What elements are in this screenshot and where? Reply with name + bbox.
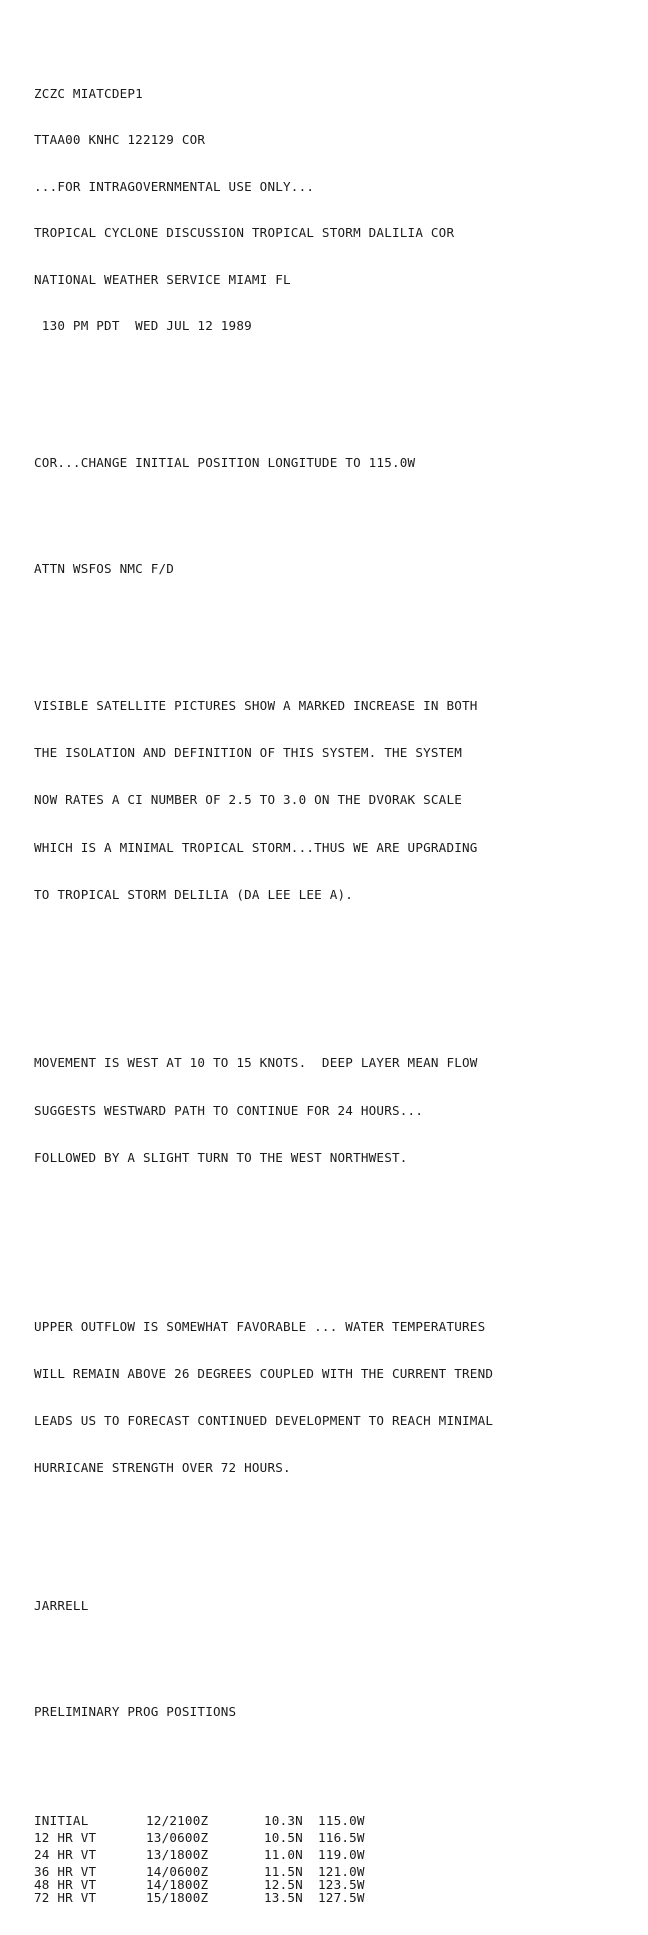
forecast-latitude: 10.5N xyxy=(264,1829,303,1845)
forecast-label: 48 HR VT xyxy=(34,1876,97,1892)
forecast-latitude: 11.5N xyxy=(264,1863,303,1879)
header-line: NATIONAL WEATHER SERVICE MIAMI FL xyxy=(34,271,291,287)
paragraph-line: WILL REMAIN ABOVE 26 DEGREES COUPLED WITH THE CURRENT TREND xyxy=(34,1365,494,1381)
paragraph-line: HURRICANE STRENGTH OVER 72 HOURS. xyxy=(34,1460,291,1476)
table-row xyxy=(34,1891,398,1904)
paragraph-line: SUGGESTS WESTWARD PATH TO CONTINUE FOR 24 HOURS... xyxy=(34,1102,424,1118)
forecast-longitude: 119.0W xyxy=(318,1846,365,1862)
movement-paragraph xyxy=(34,1024,634,1197)
outflow-paragraph xyxy=(34,1288,634,1508)
paragraph-line: NOW RATES A CI NUMBER OF 2.5 TO 3.0 ON THE DVORAK SCALE xyxy=(34,792,463,808)
advisory-document xyxy=(34,8,634,1935)
header-line: ZCZC MIATCDEP1 xyxy=(34,85,143,101)
forecast-time: 13/1800Z xyxy=(146,1846,209,1862)
forecast-time: 13/0600Z xyxy=(146,1829,209,1845)
blank-line xyxy=(34,980,634,993)
prog-positions-table xyxy=(34,1814,398,1905)
blank-line xyxy=(34,623,634,636)
forecast-longitude: 127.5W xyxy=(318,1890,365,1906)
paragraph-line: TO TROPICAL STORM DELILIA (DA LEE LEE A). xyxy=(34,886,354,902)
blank-line xyxy=(34,517,634,530)
paragraph-line: VISIBLE SATELLITE PICTURES SHOW A MARKED INCREASE IN BOTH xyxy=(34,698,478,713)
paragraph-line: WHICH IS A MINIMAL TROPICAL STORM...THUS WE ARE UPGRADING xyxy=(34,839,478,855)
forecast-latitude: 12.5N xyxy=(264,1876,303,1892)
table-row xyxy=(34,1814,398,1831)
forecast-time: 12/2100Z xyxy=(146,1812,209,1828)
forecast-label: 72 HR VT xyxy=(34,1890,97,1906)
forecast-label: 24 HR VT xyxy=(34,1846,97,1862)
forecast-longitude: 123.5W xyxy=(318,1876,365,1892)
header-line: TTAA00 KNHC 122129 COR xyxy=(34,132,206,147)
paragraph-line: UPPER OUTFLOW IS SOMEWHAT FAVORABLE ... WATER TEMPERATURES xyxy=(34,1318,486,1334)
forecast-latitude: 10.3N xyxy=(264,1812,303,1828)
message-header xyxy=(34,55,634,365)
forecast-time: 14/1800Z xyxy=(146,1876,209,1892)
prog-heading: PRELIMINARY PROG POSITIONS xyxy=(34,1703,237,1719)
header-line: 130 PM PDT WED JUL 12 1989 xyxy=(34,318,252,333)
forecast-label: 36 HR VT xyxy=(34,1863,97,1879)
blank-line xyxy=(34,1660,634,1673)
blank-line xyxy=(34,411,634,424)
blank-line xyxy=(34,1554,634,1567)
forecaster-signature: JARRELL xyxy=(34,1597,89,1613)
paragraph-line: MOVEMENT IS WEST AT 10 TO 15 KNOTS. DEEP LAYER MEAN FLOW xyxy=(34,1055,478,1071)
correction-notice: COR...CHANGE INITIAL POSITION LONGITUDE TO 115.0W xyxy=(34,455,416,470)
forecast-label: 12 HR VT xyxy=(34,1829,97,1845)
paragraph-line: FOLLOWED BY A SLIGHT TURN TO THE WEST NORTHWEST. xyxy=(34,1149,408,1165)
paragraph-line: THE ISOLATION AND DEFINITION OF THIS SYSTEM. THE SYSTEM xyxy=(34,745,463,761)
header-line: TROPICAL CYCLONE DISCUSSION TROPICAL STORM DALILIA COR xyxy=(34,225,455,240)
forecast-latitude: 13.5N xyxy=(264,1890,303,1906)
forecast-longitude: 116.5W xyxy=(318,1829,365,1845)
blank-line xyxy=(34,1766,634,1779)
blank-line xyxy=(34,1244,634,1257)
forecast-latitude: 11.0N xyxy=(264,1846,303,1862)
forecast-time: 15/1800Z xyxy=(146,1890,209,1906)
paragraph-line: LEADS US TO FORECAST CONTINUED DEVELOPMENT TO REACH MINIMAL xyxy=(34,1412,494,1428)
forecast-label: INITIAL xyxy=(34,1812,89,1828)
attention-line: ATTN WSFOS NMC F/D xyxy=(34,561,175,576)
table-row xyxy=(34,1865,398,1878)
table-row xyxy=(34,1848,398,1865)
satellite-paragraph xyxy=(34,667,634,934)
forecast-time: 14/0600Z xyxy=(146,1863,209,1879)
header-line: ...FOR INTRAGOVERNMENTAL USE ONLY... xyxy=(34,178,315,194)
forecast-longitude: 115.0W xyxy=(318,1812,365,1828)
table-row xyxy=(34,1831,398,1848)
forecast-longitude: 121.0W xyxy=(318,1863,365,1879)
